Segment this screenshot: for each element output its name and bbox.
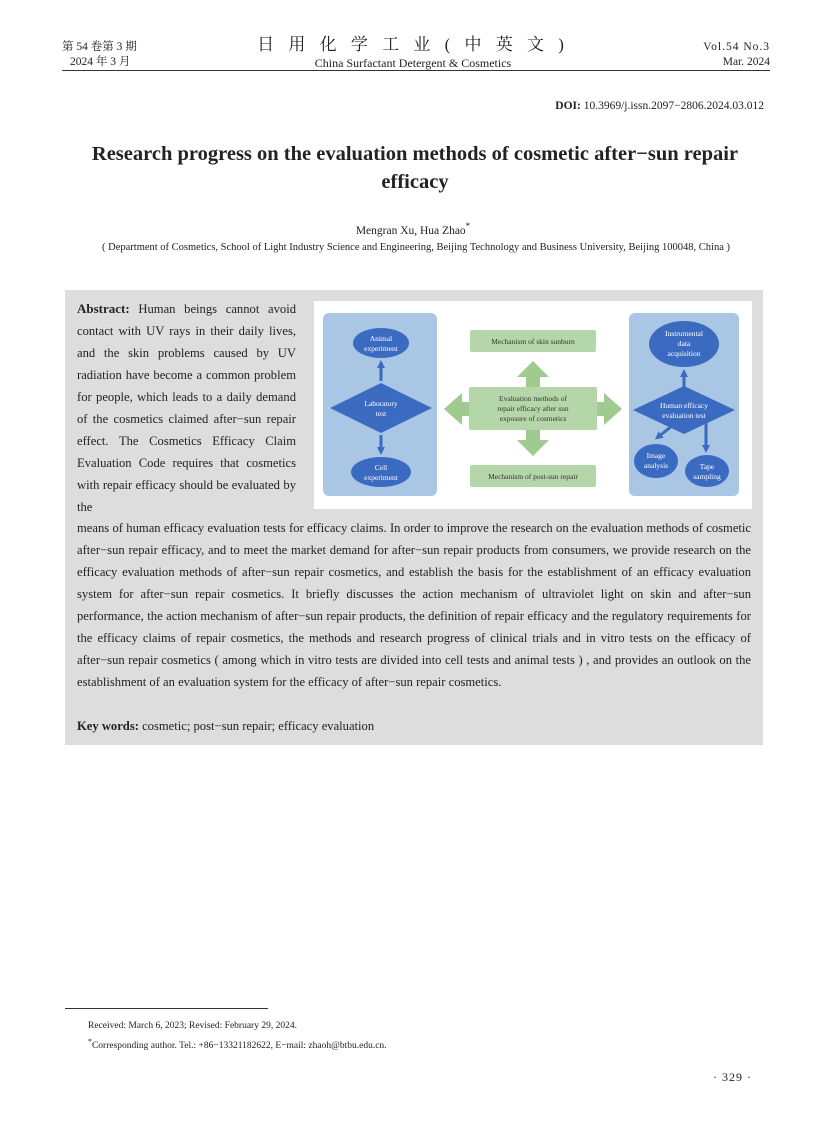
evaluation-methods-label-3: exposure of cosmetics	[499, 414, 567, 423]
human-efficacy-label-1: Human efficacy	[660, 401, 708, 410]
skin-sunburn-label: Mechanism of skin sunburn	[491, 337, 575, 346]
authors	[0, 221, 826, 237]
keywords	[77, 715, 751, 737]
doi	[555, 100, 764, 112]
image-analysis-label-2: analysis	[643, 461, 669, 470]
cell-experiment-label-1: Cell	[374, 463, 388, 472]
laboratory-test-label-1: Laboratory	[364, 399, 398, 408]
date-en: Mar. 2024	[722, 56, 770, 68]
animal-experiment-label-2: experiment	[364, 344, 398, 353]
page-number: · 329 ·	[713, 1070, 752, 1084]
tape-sampling-label-1: Tape	[699, 462, 715, 471]
figure-evaluation-methods	[314, 301, 752, 509]
date-cn: 2024 年 3 月	[70, 56, 131, 68]
arrow-left-center	[444, 393, 472, 425]
instrumental-data-label-3: acquisition	[667, 349, 701, 358]
doi-label: DOI:	[555, 100, 581, 112]
human-efficacy-label-2: evaluation test	[662, 411, 706, 420]
corresponding-author	[88, 1034, 387, 1054]
abstract-label: Abstract:	[77, 301, 130, 316]
header-volume-en	[703, 40, 770, 70]
corresponding-mark: *	[88, 1037, 92, 1046]
tape-sampling-label-2: sampling	[693, 472, 721, 481]
abstract-text-col: Human beings cannot avoid contact with UV rays in their daily lives, and the skin problems caused by UV radiation have become a common problem for people, which leads to a daily demand of the cosmetics claimed after−sun repair effect. The Cosmetics Efficacy Claim Evaluation Code requires that cosmetics with repair efficacy should be evaluated by the	[77, 302, 296, 514]
abstract-full-text: means of human efficacy evaluation tests for efficacy claims. In order to improve the research on the evaluation methods of cosmetic after−sun repair efficacy, and to meet the market demand for after−sun repair products from consumers, we provide research on the efficacy evaluation methods of after−sun repair cosmetics, and establish the basis for the establishment of an efficacy evaluation system for after−sun repair cosmetics. It briefly discusses the action mechanism of ultraviolet light on skin and after−sun performance, the action mechanism of after−sun repair products, the definition of repair efficacy and the regulatory requirements for the efficacy claims of repair cosmetics, the methods and research progress of clinical trials and in vitro tests on the efficacy of after−sun repair cosmetics ( among which in vitro tests are divided into cell tests and animal tests ) , and provides an outlook on the establishment of an evaluation system for the efficacy of after−sun repair cosmetics.	[77, 521, 751, 689]
paper-title: Research progress on the evaluation methods of cosmetic after−sun repair efficacy	[91, 143, 739, 193]
figure-svg	[314, 301, 752, 509]
evaluation-methods-label-1: Evaluation methods of	[499, 394, 567, 403]
instrumental-data-label-2: data	[677, 339, 691, 348]
corresponding-text: Corresponding author. Tel.: +86−13321182622, E−mail: zhaoh@btbu.edu.cn.	[91, 1041, 387, 1052]
doi-value: 10.3969/j.issn.2097−2806.2024.03.012	[580, 100, 764, 112]
post-sun-repair-label: Mechanism of post-sun repair	[488, 472, 578, 481]
arrow-up-center	[517, 361, 549, 387]
footnotes	[88, 1019, 387, 1054]
animal-experiment-node	[353, 328, 409, 358]
image-analysis-label-1: Image	[646, 451, 666, 460]
journal-name-en: China Surfactant Detergent & Cosmetics	[314, 56, 512, 70]
received-date: Received: March 6, 2023; Revised: February 29, 2024.	[88, 1021, 297, 1031]
footnote-rule	[65, 1008, 268, 1009]
abstract-column-text	[77, 298, 296, 518]
author-names: Mengran Xu, Hua Zhao	[355, 224, 466, 237]
author-mark: *	[465, 221, 471, 231]
keywords-text: cosmetic; post−sun repair; efficacy evaluation	[138, 719, 375, 733]
cell-experiment-label-2: experiment	[364, 473, 398, 482]
laboratory-test-label-2: test	[375, 409, 387, 418]
instrumental-data-label-1: Instrumental	[665, 329, 703, 338]
affiliation: ( Department of Cosmetics, School of Light Industry Science and Engineering, Beijing Technology and Business University, Beijing 100048, China )	[102, 242, 730, 253]
tape-sampling-node	[685, 455, 729, 487]
volume-cn: 第 54 卷第 3 期	[62, 41, 137, 53]
arrow-right-center	[594, 393, 622, 425]
keywords-label: Key words:	[77, 719, 139, 733]
cell-experiment-node	[351, 457, 411, 487]
animal-experiment-label-1: Animal	[369, 334, 393, 343]
header-rule	[62, 70, 770, 71]
journal-name-cn: 日 用 化 学 工 业 ( 中 英 文 )	[257, 35, 569, 54]
header-volume-issue	[62, 40, 137, 70]
journal-name	[200, 34, 626, 70]
arrow-down-center	[517, 430, 549, 456]
evaluation-methods-label-2: repair efficacy after sun	[497, 404, 569, 413]
volume-en: Vol.54 No.3	[703, 41, 770, 53]
